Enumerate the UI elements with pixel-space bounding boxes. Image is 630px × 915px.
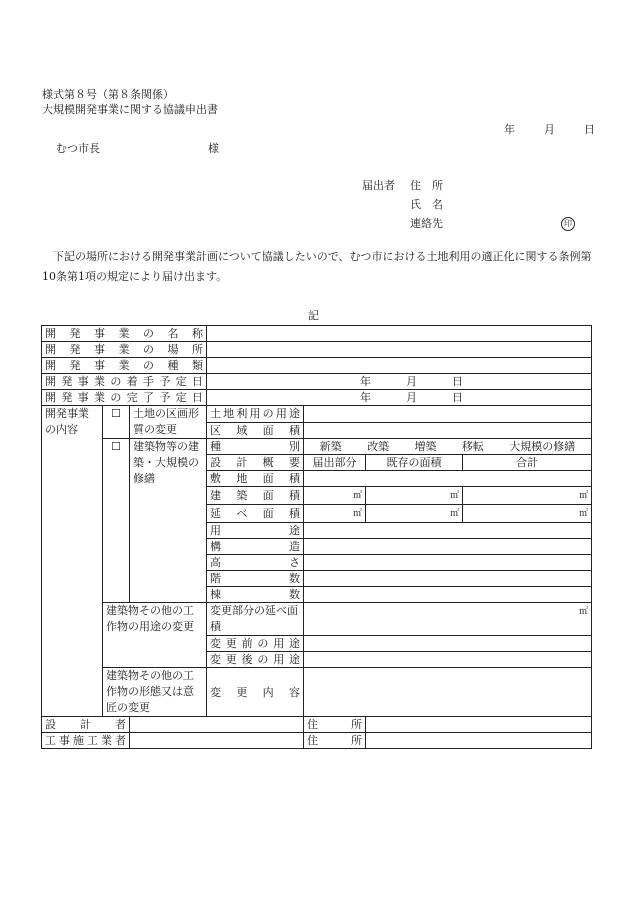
start-date-month: 月 xyxy=(406,375,417,388)
building-count-label: 棟数 xyxy=(207,587,304,603)
land-change-checkbox[interactable]: ☐ xyxy=(103,406,130,439)
site-area-label: 敷地面積 xyxy=(207,471,304,487)
applicant-address-label: 住 所 xyxy=(410,179,443,192)
type-relocation[interactable]: 移転 xyxy=(461,440,484,453)
building-count-field[interactable] xyxy=(304,587,592,603)
table-row xyxy=(42,390,592,406)
table-row xyxy=(42,342,592,358)
start-date-year: 年 xyxy=(360,375,371,388)
table-row xyxy=(42,733,592,749)
designer-address-field[interactable] xyxy=(366,717,592,733)
changed-floor-area-field[interactable] xyxy=(304,603,592,636)
change-content-field[interactable] xyxy=(304,668,592,717)
use-before-field[interactable] xyxy=(304,636,592,652)
start-date-day: 日 xyxy=(452,375,463,388)
submission-date xyxy=(504,123,595,137)
start-date-field[interactable] xyxy=(207,374,592,390)
site-area-field[interactable] xyxy=(304,471,592,487)
building-label: 建築物等の建築・大規模の修繕 xyxy=(130,439,207,603)
structure-field[interactable] xyxy=(304,539,592,555)
ki-heading: 記 xyxy=(308,309,319,322)
table-row xyxy=(42,374,592,390)
date-year-label: 年 xyxy=(504,123,515,136)
end-date-month: 月 xyxy=(406,391,417,404)
project-location-label: 開発事業の場所 xyxy=(42,342,207,358)
start-date-label: 開発事業の着手予定日 xyxy=(42,374,207,390)
project-location-field[interactable] xyxy=(207,342,592,358)
end-date-year: 年 xyxy=(360,391,371,404)
col-reported-part: 届出部分 xyxy=(304,455,366,471)
type-extension[interactable]: 増築 xyxy=(414,440,437,453)
use-after-field[interactable] xyxy=(304,652,592,668)
end-date-field[interactable] xyxy=(207,390,592,406)
building-types xyxy=(304,439,592,455)
addressee: むつ市長 xyxy=(56,142,100,155)
use-after-label: 変更後の用途 xyxy=(207,652,304,668)
building-area-reported[interactable] xyxy=(304,487,366,505)
col-existing-area: 既存の面積 xyxy=(366,455,463,471)
content-label: 開発事業の内容 xyxy=(42,406,103,717)
designer-label: 設計者 xyxy=(42,717,130,733)
area-label: 区域面積 xyxy=(207,422,304,439)
project-type-field[interactable] xyxy=(207,358,592,374)
body-text: 下記の場所における開発事業計画について協議したいので、むつ市における土地利用の適正化に関する条例第10条第1項の規定により届け出ます。 xyxy=(42,250,592,283)
area-field[interactable] xyxy=(304,422,592,439)
change-content-label: 変更内容 xyxy=(207,668,304,717)
table-row xyxy=(42,406,592,423)
project-name-label: 開発事業の名称 xyxy=(42,326,207,342)
unit-sqm: ㎡ xyxy=(578,491,588,501)
table-row xyxy=(42,358,592,374)
unit-sqm: ㎡ xyxy=(352,491,362,501)
floor-area-existing[interactable] xyxy=(366,505,463,523)
honorific: 様 xyxy=(208,142,219,155)
land-change-label: 土地の区画形質の変更 xyxy=(130,406,207,439)
changed-floor-area-label: 変更部分の延べ面積 xyxy=(207,603,304,636)
unit-sqm: ㎡ xyxy=(352,509,362,519)
type-major-repair[interactable]: 大規模の修繕 xyxy=(509,440,576,453)
applicant-contact-label: 連絡先 xyxy=(410,217,443,230)
application-table xyxy=(41,325,592,749)
applicant-label: 届出者 xyxy=(362,179,395,192)
contractor-field[interactable] xyxy=(130,733,304,749)
floor-area-reported[interactable] xyxy=(304,505,366,523)
building-area-existing[interactable] xyxy=(366,487,463,505)
table-row xyxy=(42,326,592,342)
use-label: 用途 xyxy=(207,523,304,539)
floors-field[interactable] xyxy=(304,571,592,587)
use-before-label: 変更前の用途 xyxy=(207,636,304,652)
project-type-label: 開発事業の種類 xyxy=(42,358,207,374)
table-row xyxy=(42,439,592,455)
floor-area-total[interactable] xyxy=(463,505,592,523)
seal-mark: 印 xyxy=(561,217,575,231)
col-total: 合計 xyxy=(463,455,592,471)
type-rebuild[interactable]: 改築 xyxy=(367,440,390,453)
building-checkbox[interactable]: ☐ xyxy=(103,439,130,603)
height-label: 高さ xyxy=(207,555,304,571)
document-title: 大規模開発事業に関する協議申出書 xyxy=(42,103,218,116)
unit-sqm: ㎡ xyxy=(449,491,459,501)
end-date-label: 開発事業の完了予定日 xyxy=(42,390,207,406)
unit-sqm: ㎡ xyxy=(578,509,588,519)
date-day-label: 日 xyxy=(584,123,595,136)
floor-area-label: 延べ面積 xyxy=(207,505,304,523)
contractor-address-label: 住所 xyxy=(304,733,366,749)
building-area-label: 建築面積 xyxy=(207,487,304,505)
building-type-label: 種別 xyxy=(207,439,304,455)
overview-label: 設計概要 xyxy=(207,455,304,471)
applicant-name-label: 氏 名 xyxy=(410,198,443,211)
land-use-field[interactable] xyxy=(304,406,592,423)
structure-label: 構造 xyxy=(207,539,304,555)
designer-field[interactable] xyxy=(130,717,304,733)
project-name-field[interactable] xyxy=(207,326,592,342)
unit-sqm: ㎡ xyxy=(578,607,588,617)
building-area-total[interactable] xyxy=(463,487,592,505)
contractor-address-field[interactable] xyxy=(366,733,592,749)
use-change-label: 建築物その他の工作物の用途の変更 xyxy=(103,603,207,668)
end-date-day: 日 xyxy=(452,391,463,404)
height-field[interactable] xyxy=(304,555,592,571)
date-month-label: 月 xyxy=(544,123,555,136)
unit-sqm: ㎡ xyxy=(449,509,459,519)
form-change-label: 建築物その他の工作物の形態又は意匠の変更 xyxy=(103,668,207,717)
contractor-label: 工事施工業者 xyxy=(42,733,130,749)
use-field[interactable] xyxy=(304,523,592,539)
land-use-label: 土地利用の用途 xyxy=(207,406,304,423)
form-number: 様式第８号（第８条関係） xyxy=(42,88,174,101)
table-row xyxy=(42,717,592,733)
designer-address-label: 住所 xyxy=(304,717,366,733)
type-new[interactable]: 新築 xyxy=(319,440,342,453)
floors-label: 階数 xyxy=(207,571,304,587)
